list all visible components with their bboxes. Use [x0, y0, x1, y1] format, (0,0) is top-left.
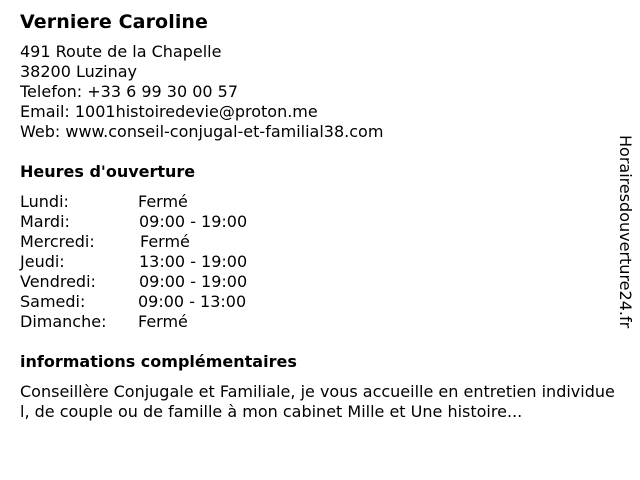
hours-table [20, 192, 620, 332]
business-card [20, 10, 620, 422]
hours-row-wednesday [20, 232, 620, 252]
hours-heading: Heures d'ouverture [20, 162, 196, 181]
brand-watermark[interactable]: Horairesdouverture24.fr [616, 135, 635, 329]
info-description: Conseillère Conjugale et Familiale, je vous accueille en entretien individuel, de couple ou de famille à mon cabinet Mille et Une histoire... [20, 382, 615, 421]
hours-day: Mardi: [20, 212, 70, 231]
hours-day: Mercredi: [20, 232, 95, 251]
hours-day: Lundi: [20, 192, 69, 211]
hours-time: 09:00 - 19:00 [139, 212, 248, 231]
web-line[interactable]: Web: www.conseil-conjugal-et-familial38.com [20, 122, 384, 141]
hours-time: 09:00 - 19:00 [139, 272, 248, 291]
email-line[interactable]: Email: 1001histoiredevie@proton.me [20, 102, 318, 121]
hours-time: 09:00 - 13:00 [138, 292, 247, 311]
hours-day: Samedi: [20, 292, 86, 311]
hours-time: Fermé [138, 312, 188, 331]
phone-line[interactable]: Telefon: +33 6 99 30 00 57 [20, 82, 239, 101]
hours-row-thursday [20, 252, 620, 272]
address-street: 491 Route de la Chapelle [20, 42, 222, 61]
hours-row-monday [20, 192, 620, 212]
hours-time: Fermé [138, 192, 188, 211]
hours-row-tuesday [20, 212, 620, 232]
address-city: 38200 Luzinay [20, 62, 138, 81]
info-heading: informations complémentaires [20, 352, 297, 371]
business-name: Verniere Caroline [20, 11, 209, 33]
hours-day: Dimanche: [20, 312, 107, 331]
hours-time: 13:00 - 19:00 [139, 252, 248, 271]
hours-time: Fermé [140, 232, 190, 251]
hours-day: Vendredi: [20, 272, 96, 291]
hours-row-sunday [20, 312, 620, 332]
hours-day: Jeudi: [20, 252, 65, 271]
hours-row-friday [20, 272, 620, 292]
hours-row-saturday [20, 292, 620, 312]
